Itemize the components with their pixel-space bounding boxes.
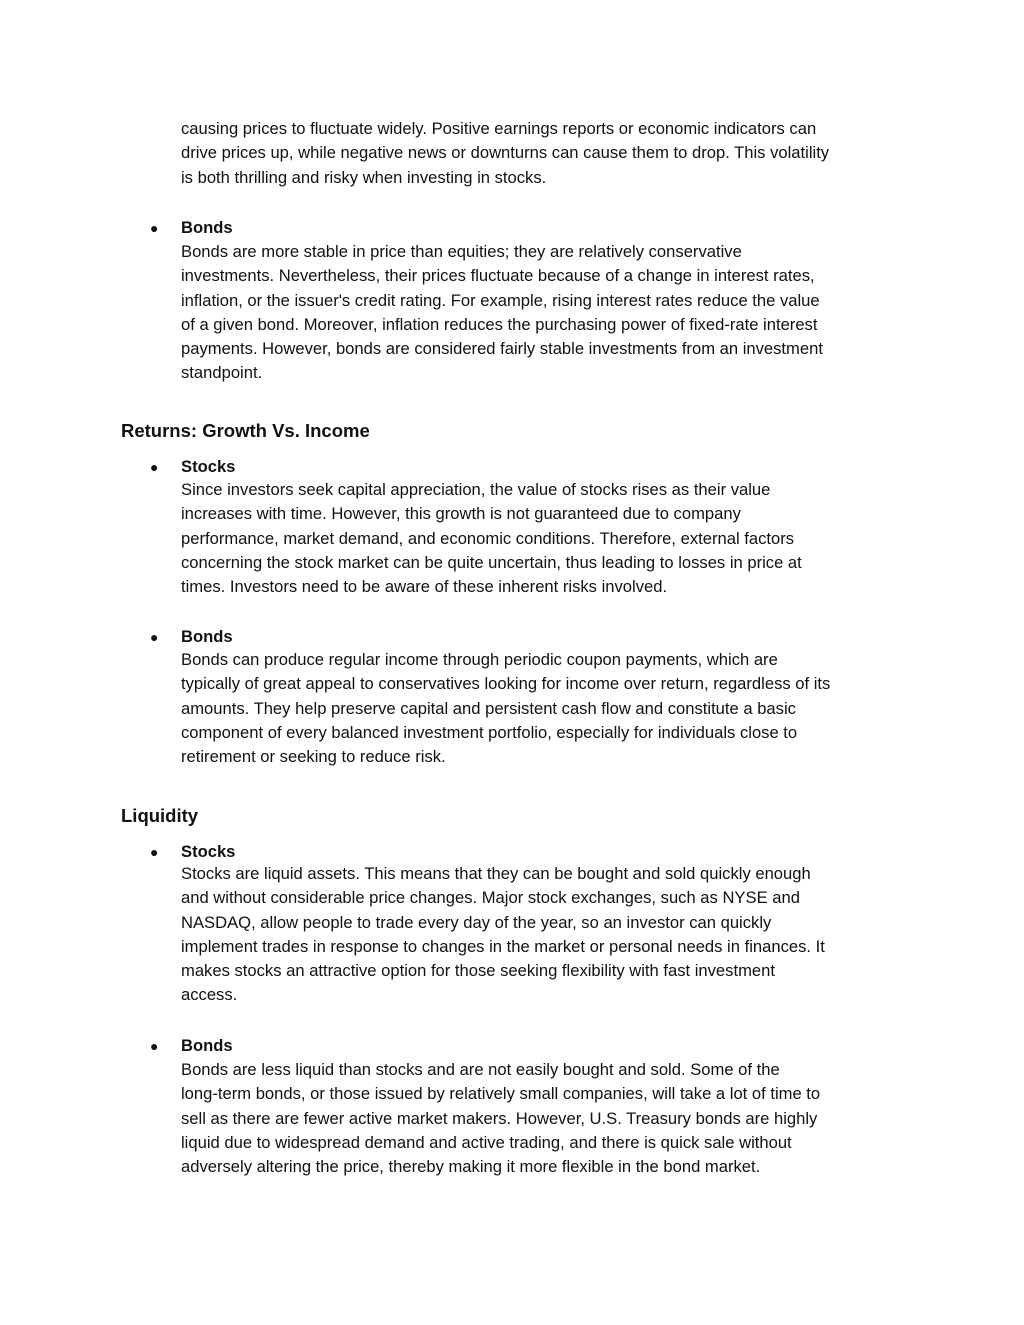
section-heading-liquidity: Liquidity [121,805,199,826]
bullet-title: Stocks [181,457,236,476]
bullet-title: Bonds [181,218,233,237]
bullet-icon: ● [150,844,159,860]
bullet-icon: ● [150,629,159,645]
bullet-body: Stocks are liquid assets. This means that they can be bought and sold quickly enough and without considerable price changes. Major stock exchanges, such as NYSE and NASDAQ, allow people to trade every day of the year, so an investor can quickly implement trades in response to changes in the market or personal needs in finances. It makes stocks an attractive option for those seeking flexibility with fast investment access. [181,864,825,1005]
bullet-title: Stocks [181,842,236,861]
intro-paragraph: causing prices to fluctuate widely. Positive earnings reports or economic indicators can drive prices up, while negative news or downturns can cause them to drop. This volatility is both thrilling and risky when investing in stocks. [181,119,830,187]
bullet-title: Bonds [181,627,233,646]
bullet-icon: ● [150,220,159,236]
section-heading-returns: Returns: Growth Vs. Income [121,420,370,441]
bullet-body: Bonds are more stable in price than equities; they are relatively conservative investments. Nevertheless, their prices fluctuate because of a change in interest rates, inflation, or the issuer's credit rating. For example, rising interest rates reduce the value of a given bond. Moreover, inflation reduces the purchasing power of fixed-rate interest payments. However, bonds are considered fairly stable investments from an investment standpoint. [181,242,823,383]
bullet-title: Bonds [181,1036,233,1055]
bullet-icon: ● [150,1038,159,1054]
bullet-body: Since investors seek capital appreciation, the value of stocks rises as their value increases with time. However, this growth is not guaranteed due to company performance, market demand, and economic conditions. Therefore, external factors concerning the stock market can be quite uncertain, thus leading to losses in price at times. Investors need to be aware of these inherent risks involved. [181,480,802,597]
bullet-body: Bonds can produce regular income through periodic coupon payments, which are typically of great appeal to conservatives looking for income over return, regardless of its amounts. They help preserve capital and persistent cash flow and constitute a basic component of every balanced investment portfolio, especially for individuals close to retirement or seeking to reduce risk. [181,650,831,767]
bullet-body: Bonds are less liquid than stocks and are not easily bought and sold. Some of the long-term bonds, or those issued by relatively small companies, will take a lot of time to sell as there are fewer active market makers. However, U.S. Treasury bonds are highly liquid due to widespread demand and active trading, and there is quick sale without adversely altering the price, thereby making it more flexible in the bond market. [181,1060,821,1177]
bullet-icon: ● [150,459,159,475]
